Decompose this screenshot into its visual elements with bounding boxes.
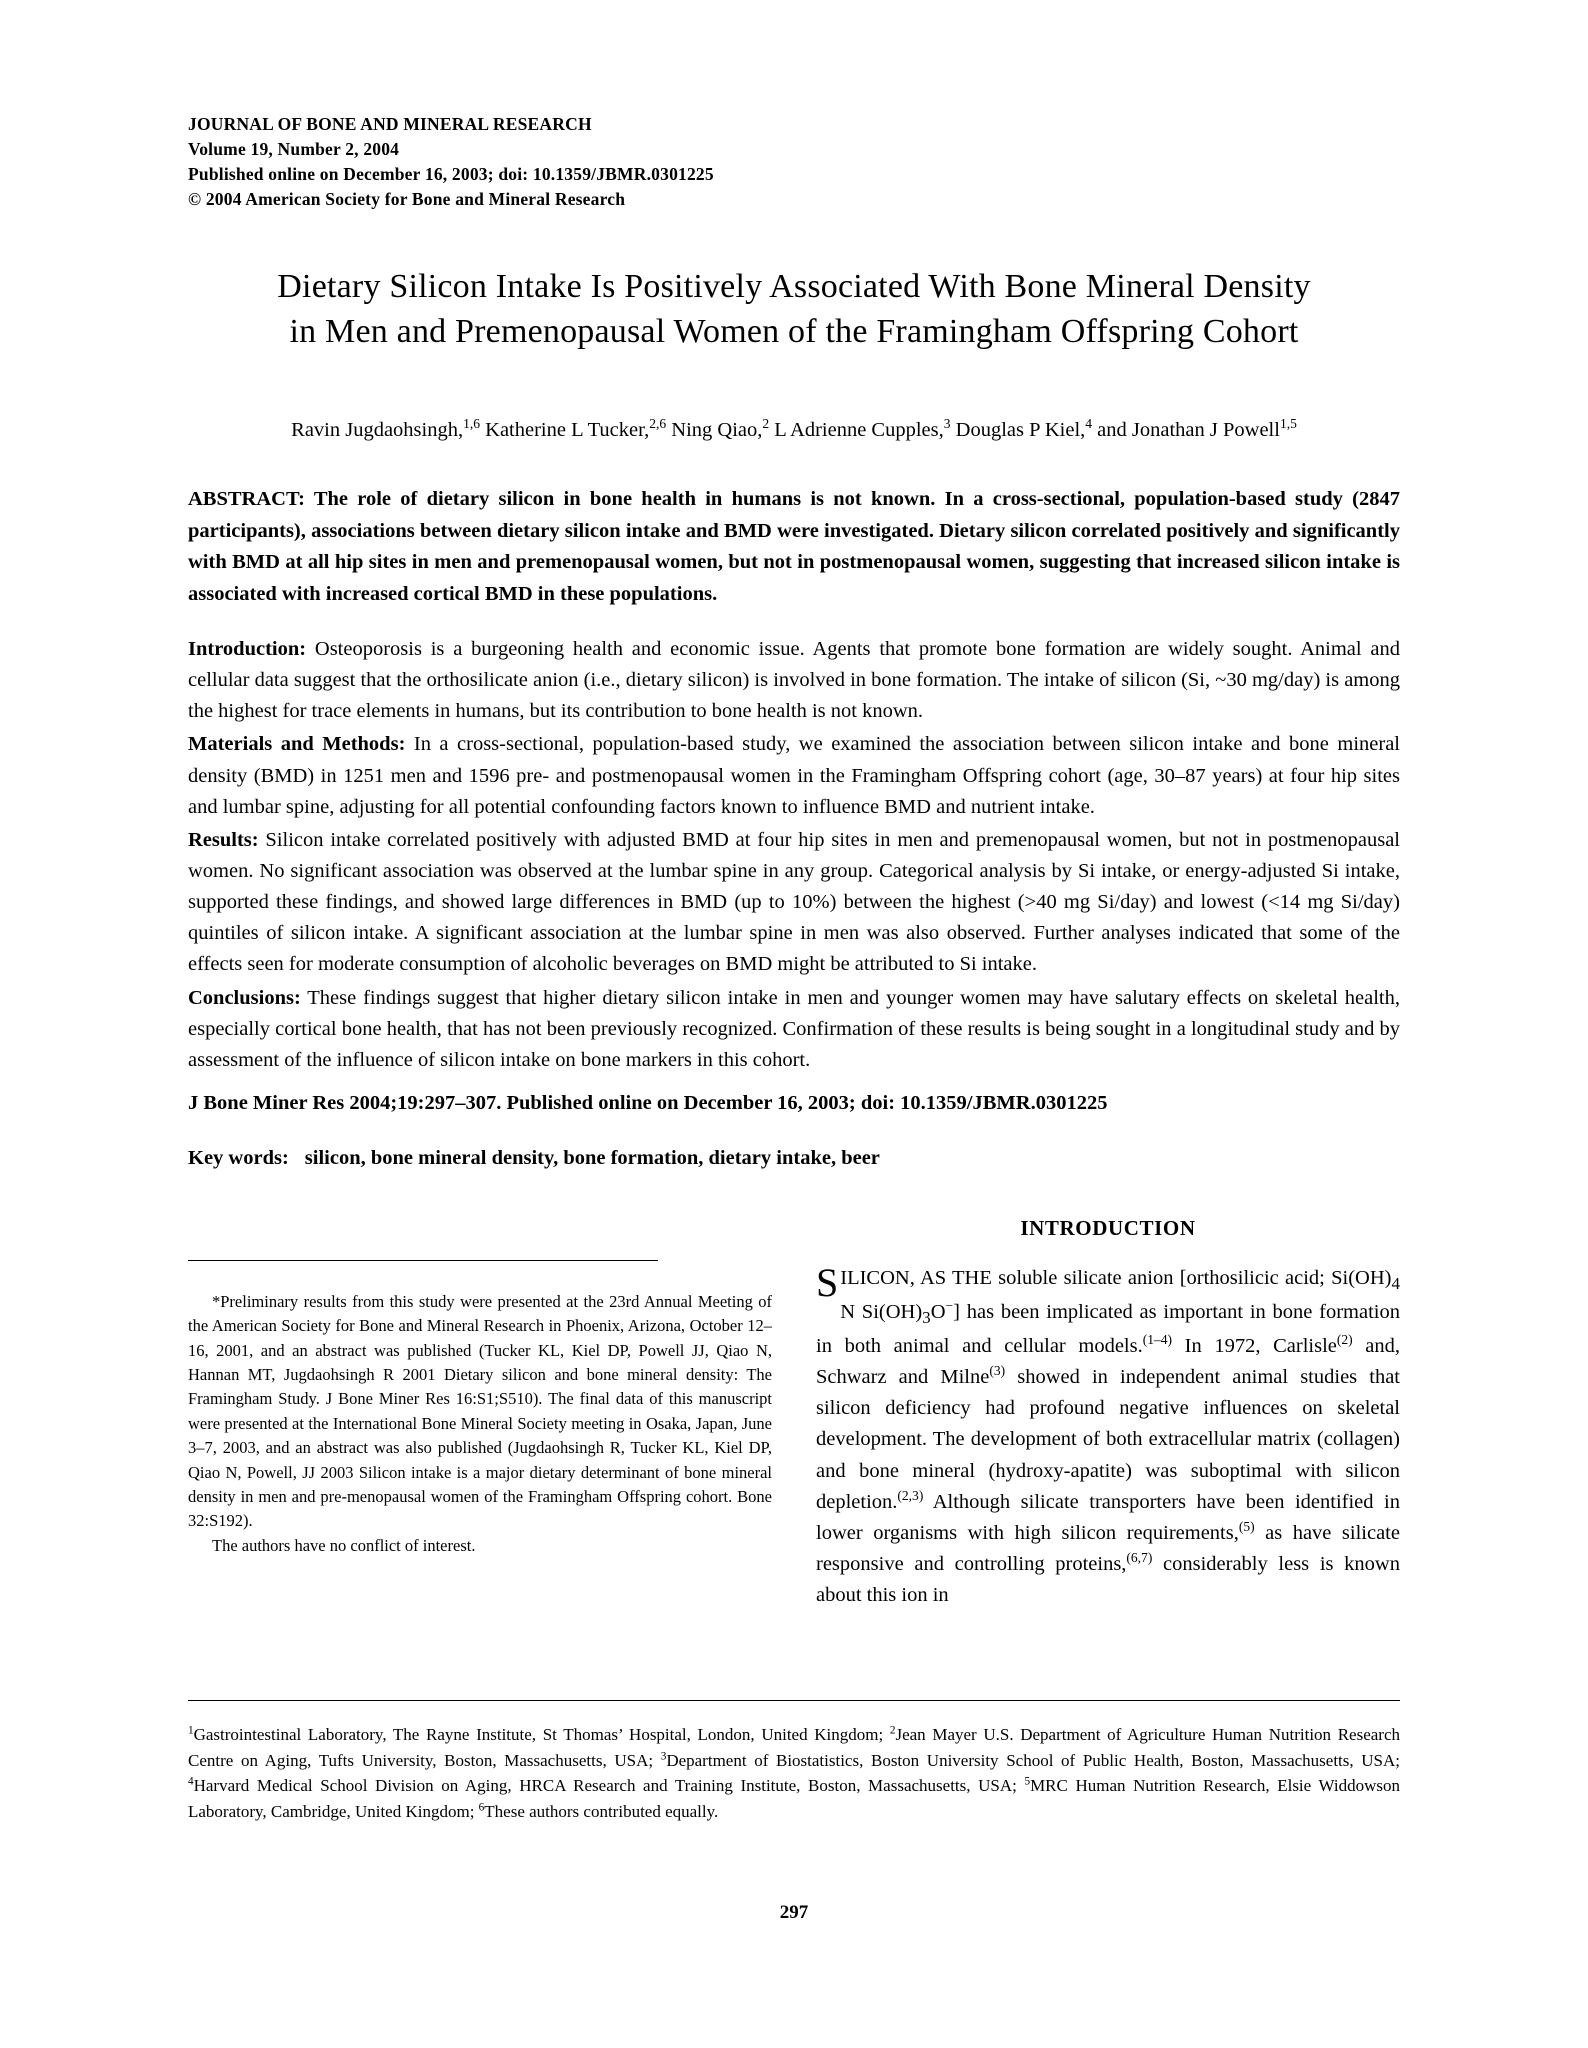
affiliation-marker: 4 (188, 1775, 194, 1788)
footnote-paragraph-2: The authors have no conflict of interest. (212, 1535, 476, 1555)
journal-volume: Volume 19, Number 2, 2004 (188, 138, 400, 159)
introduction-heading: INTRODUCTION (1020, 1215, 1196, 1240)
abstract-label: ABSTRACT: (188, 488, 305, 511)
abstract-text: The role of dietary silicon in bone health in humans is not known. In a cross-sectional, population-based study (2847 participants), associations between dietary silicon intake and BMD were investigated. Dietary silicon correlated positively and significantly with BMD at all hip sites in men and premenopausal women, but not in postmenopausal women, suggesting that increased silicon intake is associated with increased cortical BMD in these populations. (188, 488, 1400, 605)
title-line-1: Dietary Silicon Intake Is Positively Associated With Bone Mineral Density (277, 268, 1311, 306)
author-name: Katherine L Tucker, (480, 418, 650, 441)
affiliation-marker: 5 (1024, 1775, 1031, 1788)
author-list (188, 416, 1400, 445)
footnote-paragraph-1: *Preliminary results from this study were presented at the 23rd Annual Meeting of the American Society for Bone and Mineral Research in Phoenix, Arizona, October 12–16, 2001, and an abstract was published (Tucker KL, Kiel DP, Powell JJ, Qiao N, Hannan MT, Jugdaohsingh R 2001 Dietary silicon and bone mineral density: The Framingham Study. J Bone Miner Res 16:S1;S510). The final data of this manuscript were presented at the International Bone Mineral Society meeting in Osaka, Japan, June 3–7, 2003, and an abstract was also published (Jugdaohsingh R, Tucker KL, Kiel DP, Qiao N, Powell, JJ 2003 Silicon intake is a major dietary determinant of bone mineral density in men and pre-menopausal women of the Framingham Offspring cohort. Bone 32:S192). (188, 1291, 772, 1531)
keywords-label: Key words: (188, 1146, 289, 1169)
introduction-text: soluble silicate anion [orthosilicic acid; $Si(OH)_4$ N $Si(OH)_3O^-$] has been implicated as important in bone formation in both animal and cellular models.$^{(1-4)}$ In 1972, Carlisle$^{(2)}$ and, Schwarz and Milne$^{(3)}$ showed in independent animal studies that silicon deficiency had profound negative influences on skeletal development. The development of both extracellular matrix (collagen) and bone mineral (hydroxy-apatite) was suboptimal with silicon depletion.$^{(2,3)}$ Although silicate transporters have been identified in lower organisms with high silicon requirements,$^{(5)}$ as have silicate responsive and controlling proteins,$^{(6,7)}$ considerably less is known about this ion in (816, 1266, 1400, 1607)
section-label: Introduction: (188, 637, 307, 660)
author-name: Ning Qiao, (666, 418, 763, 441)
section-results (188, 825, 1400, 981)
section-text: In a cross-sectional, population-based study, we examined the association between silicon intake and bone mineral density (BMD) in 1251 men and 1596 pre- and postmenopausal women in the Framingham Offspring cohort (age, 30–87 years) at four hip sites and lumbar spine, adjusting for all potential confounding factors known to influence BMD and nutrient intake. (188, 733, 1400, 818)
author-affiliation-marker: 2 (762, 415, 770, 431)
section-text: Osteoporosis is a burgeoning health and economic issue. Agents that promote bone formation are widely sought. Animal and cellular data suggest that the orthosilicate anion (i.e., dietary silicon) is involved in bone formation. The intake of silicon (Si, ~30 mg/day) is among the highest for trace elements in humans, but its contribution to bone health is not known. (188, 637, 1400, 723)
two-column-region (188, 1216, 1400, 1612)
footnote-block (188, 1290, 772, 1558)
section-label: Materials and Methods: (188, 733, 406, 756)
journal-doi: Published online on December 16, 2003; doi: 10.1359/JBMR.0301225 (188, 163, 714, 184)
author-affiliation-marker: 3 (943, 415, 951, 431)
journal-copyright: © 2004 American Society for Bone and Mineral Research (188, 188, 626, 209)
introduction-smallcaps: ILICON, AS THE (840, 1266, 992, 1289)
journal-header (188, 112, 1400, 211)
section-introduction (188, 634, 1400, 727)
affiliations-block: $^1$Gastrointestinal Laboratory, The Rayne Institute, St Thomas’ Hospital, London, United Kingdom; $^2$Jean Mayer U.S. Department of Agriculture Human Nutrition Research Centre on Aging, Tufts University, Boston, Massachusetts, USA; $^3$Department of Biostatistics, Boston University School of Public Health, Boston, Massachusetts, USA; $^4$Harvard Medical School Division on Aging, HRCA Research and Training Institute, Boston, Massachusetts, USA; $^5$MRC Human Nutrition Research, Elsie Widdowson Laboratory, Cambridge, United Kingdom; $^6$These authors contributed equally. (188, 1724, 1400, 1821)
footnote-column (188, 1216, 772, 1612)
author-name: Ravin Jugdaohsingh, (291, 418, 464, 441)
structured-abstract (188, 634, 1400, 1076)
affiliations-divider (188, 1700, 1400, 1701)
abstract-paragraph (188, 484, 1400, 609)
section-materials-methods (188, 729, 1400, 822)
section-label: Results: (188, 828, 259, 851)
introduction-body (816, 1259, 1400, 1612)
introduction-column (816, 1216, 1400, 1612)
page-number: 297 (779, 1902, 809, 1923)
author-affiliation-marker: 2,6 (649, 415, 667, 431)
section-text: These findings suggest that higher dietary silicon intake in men and younger women may have salutary effects on skeletal health, especially cortical bone health, that has not been previously recognized. Confirmation of these results is being sought in a longitudinal study and by assessment of the influence of silicon intake on bone markers in this cohort. (188, 986, 1400, 1071)
section-text: Silicon intake correlated positively with adjusted BMD at four hip sites in men and premenopausal women, but not in postmenopausal women. No significant association was observed at the lumbar spine in any group. Categorical analysis by Si intake, or energy-adjusted Si intake, supported these findings, and showed large differences in BMD (up to 10%) between the highest (>40 mg Si/day) and lowest (<14 mg Si/day) quintiles of silicon intake. A significant association at the lumbar spine in men was also observed. Further analyses indicated that some of the effects seen for moderate consumption of alcoholic beverages on BMD might be attributed to Si intake. (188, 828, 1400, 976)
author-name: Douglas P Kiel, (950, 418, 1086, 441)
footnote-divider (188, 1260, 658, 1261)
affiliation-marker: 6 (478, 1800, 485, 1813)
title-line-2: in Men and Premenopausal Women of the Framingham Offspring Cohort (289, 312, 1299, 350)
author-name: L Adrienne Cupples, (769, 418, 944, 441)
author-name: and Jonathan J Powell (1092, 418, 1280, 441)
introduction-dropcap: S (816, 1259, 839, 1305)
section-conclusions (188, 983, 1400, 1076)
author-affiliation-marker: 1,6 (463, 415, 481, 431)
citation-line: J Bone Miner Res 2004;19:297–307. Published online on December 16, 2003; doi: 10.1359/JBMR.0301225 (188, 1092, 1108, 1115)
page-title (188, 265, 1400, 353)
author-affiliation-marker: 1,5 (1279, 415, 1297, 431)
keywords-line (188, 1147, 1400, 1170)
affiliation-marker: 2 (889, 1724, 896, 1737)
affiliation-marker: 3 (660, 1749, 667, 1762)
keywords-value: silicon, bone mineral density, bone formation, dietary intake, beer (304, 1146, 880, 1169)
affiliation-marker: 1 (188, 1724, 194, 1737)
author-affiliation-marker: 4 (1085, 415, 1093, 431)
section-label: Conclusions: (188, 986, 301, 1009)
journal-name: JOURNAL OF BONE AND MINERAL RESEARCH (188, 114, 592, 134)
